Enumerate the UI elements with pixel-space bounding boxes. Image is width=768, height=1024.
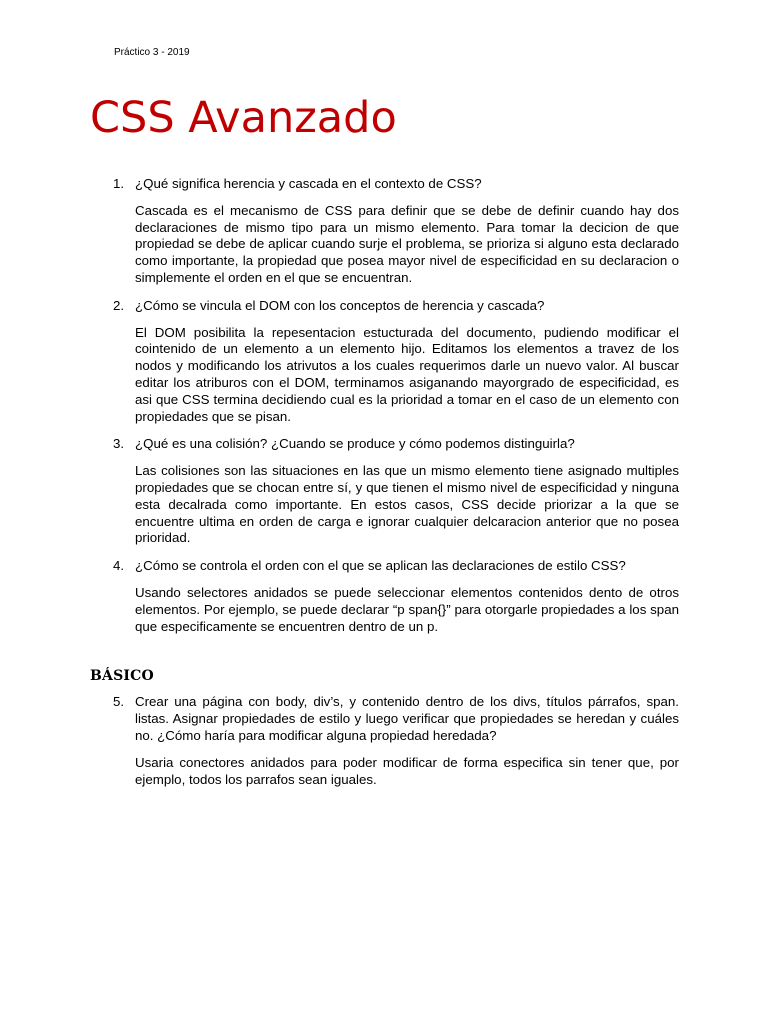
header-note: Práctico 3 - 2019 (114, 47, 190, 58)
question-number: 2. (113, 297, 125, 313)
answer-paragraph: Las colisiones son las situaciones en las que un mismo elemento tiene asignado multiples propiedades que se chocan entre sí, y que tienen el mismo nivel de especificidad y ninguna esta decalrada como importante. En estos casos, CSS decide priorizar a la que se encuentre ultima en orden de carga e ignorar cualquier delcaracion anterior que no posea prioridad. (135, 463, 679, 546)
answer-paragraph: Usando selectores anidados se puede seleccionar elementos contenidos dento de otros elementos. Por ejemplo, se puede declarar “p span{}” para otorgarle propiedades a los span que especificamente se encuentren dentro de un p. (135, 584, 679, 634)
question-item-3 (113, 436, 679, 547)
question-number: 1. (113, 176, 125, 191)
question-item-2 (113, 298, 679, 426)
question-item-5 (113, 694, 679, 788)
question-text: ¿Qué significa herencia y cascada en el contexto de CSS? (135, 176, 482, 191)
question-number: 5. (113, 694, 125, 710)
question-number: 3. (113, 436, 125, 452)
question-item-4 (113, 558, 679, 635)
question-text: Crear una página con body, div’s, y contenido dentro de los divs, títulos párrafos, span. listas. Asignar propiedades de estilo y luego verificar que propiedades se heredan y cuáles no. ¿Cómo haría para modificar alguna propiedad heredada? (135, 694, 679, 743)
section-heading-basico: BÁSICO (90, 668, 154, 685)
question-item-1 (113, 176, 679, 287)
question-text: ¿Cómo se vincula el DOM con los conceptos de herencia y cascada? (135, 297, 545, 313)
answer-paragraph: Cascada es el mecanismo de CSS para definir que se debe de definir cuando hay dos declaraciones de mismo tipo para un mismo elemento. Para tomar la decicion de que propiedad se debe de aplicar cuando surje el problema, se prioriza si alguno esta declarado como importante, la propiedad que posea mayor nivel de especificidad en su declaracion o simplemente el orden en el que se encuentran. (135, 202, 679, 285)
question-text: ¿Qué es una colisión? ¿Cuando se produce y cómo podemos distinguirla? (135, 436, 575, 452)
answer-paragraph: Usaria conectores anidados para poder modificar de forma especifica sin tener que, por ejemplo, todos los parrafos sean iguales. (135, 754, 679, 787)
question-text: ¿Cómo se controla el orden con el que se aplican las declaraciones de estilo CSS? (135, 558, 626, 574)
document-title: CSS Avanzado (90, 93, 397, 143)
answer-paragraph: El DOM posibilita la repesentacion estucturada del documento, pudiendo modificar el cointenido de un elemento a un elemento hijo. Editamos los elementos a travez de los nodos y modificando los atrivutos a los cuales requerimos darle un nuevo valor. Al buscar editar los atriburos con el DOM, terminamos asiganando mayorgrado de especificidad, es asi que CSS termina decidiendo cual es la prioridad a tomar en el caso de un elemento con propiedades que se pisan. (135, 324, 679, 424)
question-number: 4. (113, 558, 125, 574)
document-body (90, 176, 679, 788)
